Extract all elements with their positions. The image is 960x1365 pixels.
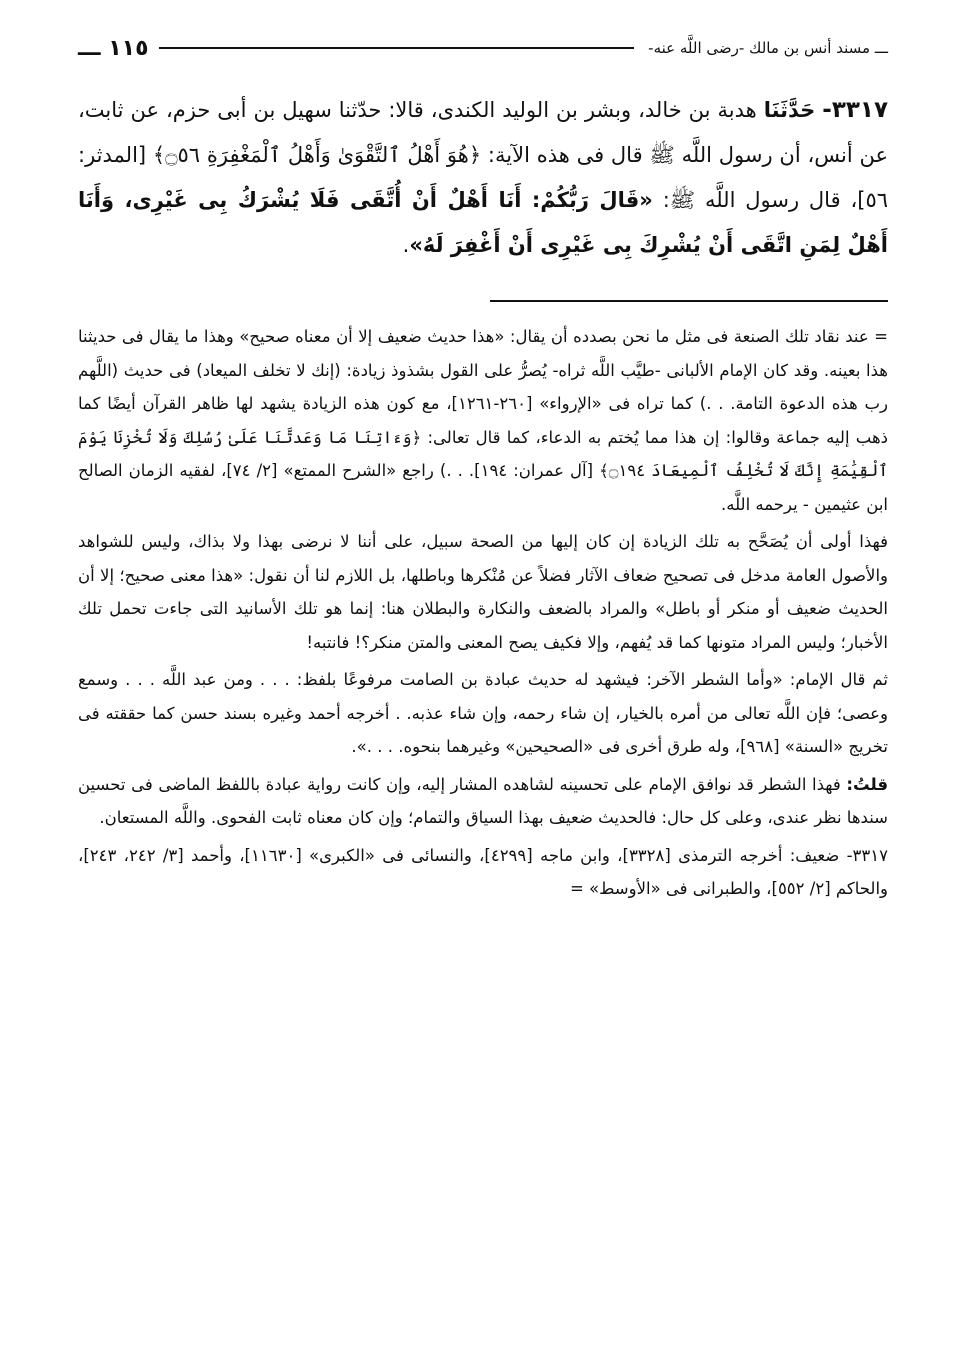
footnote-paragraph	[78, 768, 888, 835]
header-rule	[159, 47, 635, 49]
footnote-paragraph	[78, 320, 888, 521]
hadith-body: هدبة بن خالد، وبشر بن الوليد الكندى، قالا: حدّثنا سهيل بن أبى حزم، عن ثابت، عن أنس، أن رسول اللَّه ﷺ قال فى هذه الآية: ﴿هُوَ أَهْلُ ٱلتَّقْوَىٰ وَأَهْلُ ٱلْمَغْفِرَةِ ۝٥٦﴾ [المدثر: ٥٦]، قال رسول اللَّه ﷺ:	[78, 98, 889, 212]
hadith-quote: «قَالَ رَبُّكُمْ: أَنَا أَهْلٌ أَنْ أُتَّقَى فَلَا يُشْرَكُ بِى غَيْرِى، وَأَنَا أَهْلٌ لِمَنِ اتَّقَى أَنْ يُشْرِكَ بِى غَيْرِى أَنْ أَغْفِرَ لَهُ»	[78, 188, 888, 257]
footnote-paragraph: ثم قال الإمام: «وأما الشطر الآخر: فيشهد له حديث عبادة بن الصامت مرفوعًا بلفظ: . . . ومن عبد اللَّه . . . وسمع وعصى؛ فإن اللَّه تعالى من أمره بالخيار، إن شاء رحمه، وإن شاء عذبه. . أخرجه أحمد وغيره بسند حسن كما حققته فى تخريج «السنة» [٩٦٨]، وله طرق أخرى فى «الصحيحين» وغيرهما بنحوه. . . .».	[78, 670, 888, 756]
hadith-intro: حَدَّثَنَا	[763, 98, 816, 122]
quran-verse: ﴿وَءَاتِنَا مَا وَعَدتَّنَا عَلَىٰ رُسُلِكَ وَلَا تُخْزِنَا يَوْمَ ٱلْقِيَٰمَةِ إِنَّكَ لَا تُخْلِفُ ٱلْمِيعَادَ ۝١٩٤﴾	[78, 427, 889, 480]
takhrij-paragraph: ٣٣١٧- ضعيف: أخرجه الترمذى [٣٣٢٨]، وابن ماجه [٤٢٩٩]، والنسائى فى «الكبرى» [١١٦٣٠]، وأحمد [٣/ ٢٤٢، ٢٤٣]، والحاكم [٢/ ٥٥٢]، والطبرانى فى «الأوسط» =	[78, 845, 888, 898]
footnote-text: [آل عمران: ١٩٤]. . .) راجع «الشرح الممتع» [٢/ ٧٤]، لفقيه الزمان الصالح ابن عثيمين - يرحمه اللَّه.	[78, 461, 888, 514]
note-label: قلتُ:	[846, 774, 888, 794]
page-number: ١١٥ ـــ	[78, 35, 149, 61]
hadith-end: .	[402, 233, 410, 257]
hadith-number: ٣٣١٧-	[822, 97, 888, 123]
hadith-text	[78, 88, 888, 268]
footnote-separator	[490, 300, 888, 302]
footnotes	[78, 320, 888, 906]
running-title: ـــ مسند أنس بن مالك -رضى اللَّه عنه-	[648, 39, 888, 57]
page-header	[78, 28, 888, 68]
book-page	[78, 28, 888, 906]
footnote-text: = عند نقاد تلك الصنعة فى مثل ما نحن بصدده أن يقال: «هذا حديث ضعيف إلا أن معناه صحيح» وهذا ما يقال فى حديثنا هذا بعينه. وقد كان الإمام الألبانى -طيَّب اللَّه ثراه- يُصرُّ على القول بشذوذ زيادة: (إنك لا تخلف الميعاد) فى حديث (اللَّهم رب هذه الدعوة التامة. . .) كما تراه فى «الإرواء» [٢٦٠-١٢٦١]، مع كون هذه الزيادة يشهد لها ظاهر القرآن أيضًا كما ذهب إليه جماعة وقالوا: إن هذا مما يُختم به الدعاء، كما قال تعالى:	[78, 327, 889, 447]
footnote-paragraph: فهذا أولى أن يُصَحَّح به تلك الزيادة إن كان إليها من الصحة سبيل، على أننا لا نرضى بهذا ولا بذاك، وليس للشواهد والأصول العامة مدخل فى تصحيح ضعاف الآثار فضلاً عن مُنْكرها وباطلها، بل اللازم لنا أن نقول: «هذا معنى صحيح؛ إلا أن الحديث ضعيف أو منكر أو باطل» والمراد بالضعف والنكارة والبطلان هنا: إنما هو تلك الأسانيد التى جاءت تحمل تلك الأخبار؛ وليس المراد متونها كما قد يُفهم، وإلا فكيف يصح المعنى والمتن منكر؟! فانتبه!	[78, 532, 888, 652]
footnote-text: فهذا الشطر قد نوافق الإمام على تحسينه لشاهده المشار إليه، وإن كانت رواية عبادة باللفظ الماضى فى تحسين سندها نظر عندى، وعلى كل حال: فالحديث ضعيف بهذا السياق والتمام؛ وإن كان معناه ثابت الفحوى. واللَّه المستعان.	[78, 774, 888, 827]
